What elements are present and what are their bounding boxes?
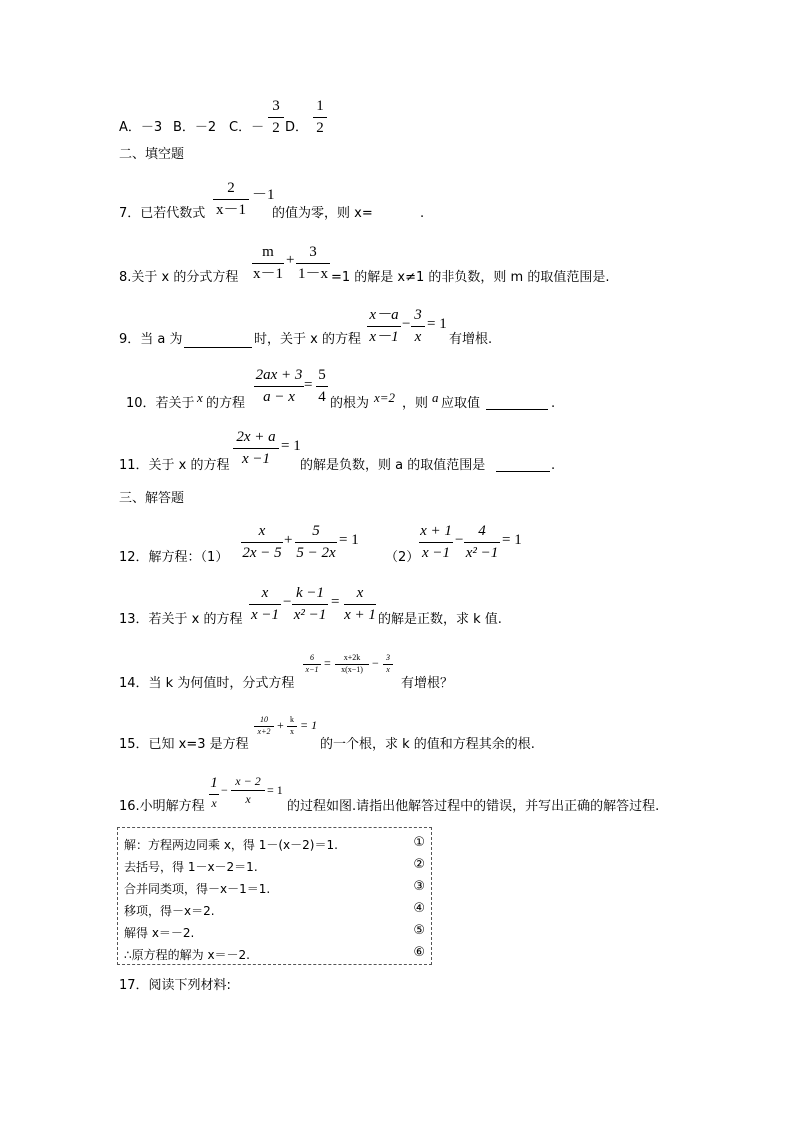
q10-text-2: 的方程: [206, 396, 246, 411]
q14-fraction-1: 6 x−1: [303, 654, 321, 675]
q12-text: 12．解方程：（1）: [119, 550, 229, 565]
q6-option-a: A．－3: [119, 120, 163, 135]
solution-step-6-number: ⑥: [413, 945, 425, 960]
q15-text: 15．已知 x=3 是方程: [119, 737, 249, 752]
q16-fraction-1: 1 x: [210, 775, 218, 810]
q9-text-2: 时，关于 x 的方程: [254, 332, 361, 347]
q10-end: .: [551, 396, 556, 411]
solution-step-2-number: ②: [413, 857, 425, 872]
q12-2-minus: −: [455, 532, 464, 548]
q11-blank[interactable]: [496, 459, 550, 472]
solution-step-5-number: ⑤: [413, 923, 425, 938]
q7-text-2: 的值为零，则 x=: [272, 206, 373, 221]
solution-step-6: ∴原方程的解为 x＝－2.: [124, 948, 251, 962]
q15-equals: = 1: [300, 718, 318, 732]
q10-equals: =: [304, 377, 313, 393]
solution-step-1: 解：方程两边同乘 x，得 1－(x－2)＝1.: [124, 838, 338, 852]
q9-minus: −: [402, 316, 411, 332]
q6-option-b: B．－2: [173, 120, 217, 135]
section-heading-solve: 三、解答题: [119, 491, 185, 506]
q10-text-3: 的根为: [330, 396, 370, 411]
solution-step-3: 合并同类项，得－x－1＝1.: [124, 882, 271, 896]
q8-plus: +: [286, 252, 295, 268]
q14-fraction-2: x+2k x(x−1): [335, 654, 369, 675]
q8-fraction-1: m x－1: [252, 244, 283, 282]
q8-fraction-2: 3 1－x: [297, 244, 328, 282]
q16-minus: −: [221, 783, 228, 797]
q7-end: .: [420, 206, 425, 221]
q13-minus: −: [283, 594, 292, 610]
q15-text-2: 的一个根，求 k 的值和方程其余的根.: [320, 737, 535, 752]
q10-text-5: 应取值: [441, 396, 481, 411]
q7-fraction: 2 x－1: [213, 180, 249, 218]
q10-var-a: a: [432, 390, 439, 405]
q13-fraction-1: x x −1: [250, 585, 280, 623]
q12-2-fraction-2: 4 x² −1: [465, 523, 499, 561]
solution-step-5: 解得 x＝－2.: [124, 926, 195, 940]
q13-text-2: 的解是正数，求 k 值.: [378, 612, 502, 627]
q9-blank[interactable]: [184, 333, 252, 348]
q13-fraction-2: k −1 x² −1: [293, 585, 327, 623]
q12-1-equals: = 1: [339, 532, 359, 548]
q15-plus: +: [277, 718, 284, 732]
q12-1-plus: +: [284, 532, 293, 548]
q11-fraction: 2x + a x −1: [233, 429, 279, 467]
q12-1-fraction-1: x 2x − 5: [242, 523, 282, 561]
q9-text: 9．当 a 为: [119, 332, 183, 347]
solution-step-1-number: ①: [413, 835, 425, 850]
q16-text-2: 的过程如图.请指出他解答过程中的错误，并写出正确的解答过程.: [287, 799, 660, 814]
q10-text-4: ，则: [402, 396, 429, 411]
q10-text: 10．若关于: [126, 396, 195, 411]
q13-text: 13．若关于 x 的方程: [119, 612, 243, 627]
solution-step-4-number: ④: [413, 901, 425, 916]
q8-text: 8.关于 x 的分式方程: [119, 270, 239, 285]
q12-2-fraction-1: x + 1 x −1: [420, 523, 452, 561]
q12-1-fraction-2: 5 5 − 2x: [296, 523, 336, 561]
q6-option-c-fraction: 3 2: [268, 98, 284, 136]
q6-option-c: C．－: [229, 120, 265, 135]
q7-text: 7．已若代数式: [119, 206, 206, 221]
q9-text-3: 有增根.: [449, 332, 493, 347]
q11-equals: = 1: [281, 438, 301, 454]
q10-fraction-1: 2ax + 3 a − x: [255, 367, 303, 405]
section-heading-fill-in: 二、填空题: [119, 147, 185, 162]
q6-option-d-fraction: 1 2: [313, 98, 327, 136]
q13-equals: =: [331, 594, 340, 610]
q16-equals: = 1: [267, 783, 283, 797]
q14-equals: =: [324, 656, 331, 670]
q17-text: 17．阅读下列材料:: [119, 978, 231, 993]
solution-step-2: 去括号，得 1－x－2＝1.: [124, 860, 258, 874]
q14-minus: −: [372, 656, 379, 670]
q10-blank[interactable]: [486, 397, 548, 410]
solution-step-4: 移项，得－x＝2.: [124, 904, 215, 918]
q10-var-x: x: [197, 390, 203, 405]
q7-minus-one: －1: [252, 187, 275, 203]
q11-text: 11．关于 x 的方程: [119, 458, 230, 473]
q15-fraction-2: k x: [287, 716, 297, 737]
q9-fraction-1: x－a x－1: [367, 307, 401, 345]
q9-equals: = 1: [427, 316, 447, 332]
q16-text: 16.小明解方程: [119, 799, 205, 814]
q16-fraction-2: x − 2 x: [231, 775, 265, 806]
q10-root: x=2: [374, 390, 396, 405]
q9-fraction-2: 3 x: [411, 307, 425, 345]
q11-text-2: 的解是负数，则 a 的取值范围是: [300, 458, 486, 473]
q6-option-d: D．: [285, 120, 309, 135]
q8-text-2: =1 的解是 x≠1 的非负数，则 m 的取值范围是.: [331, 270, 610, 285]
solution-box: [117, 827, 432, 965]
q15-fraction-1: 10 x+2: [254, 716, 274, 737]
q14-fraction-3: 3 x: [383, 654, 393, 675]
q11-end: .: [551, 458, 556, 473]
q12-part-2-label: （2）: [385, 550, 420, 565]
q14-text: 14．当 k 为何值时，分式方程: [119, 676, 295, 691]
q13-fraction-3: x x + 1: [344, 585, 376, 623]
q10-fraction-2: 5 4: [316, 367, 328, 405]
q14-text-2: 有增根？: [401, 676, 454, 691]
solution-step-3-number: ③: [413, 879, 425, 894]
q12-2-equals: = 1: [502, 532, 522, 548]
